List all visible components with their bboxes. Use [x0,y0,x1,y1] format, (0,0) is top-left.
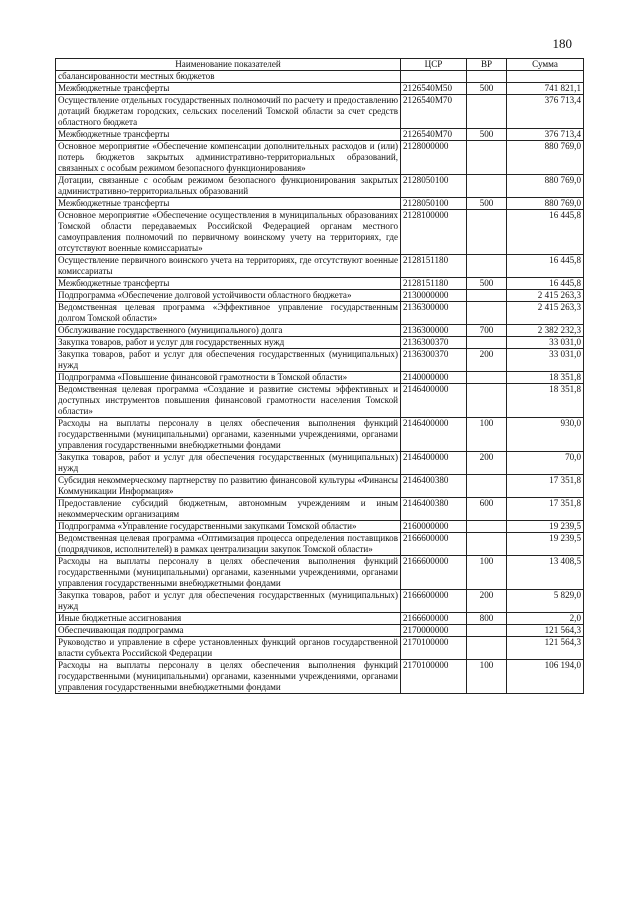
table-row [56,349,584,372]
csr-cell: 2128050100 [401,198,467,210]
vr-cell [467,290,507,302]
csr-cell: 2170100000 [401,660,467,694]
csr-cell: 2126540M70 [401,129,467,141]
table-row [56,372,584,384]
csr-cell: 2170000000 [401,625,467,637]
sum-cell: 2 415 263,3 [507,290,584,302]
sum-cell: 880 769,0 [507,198,584,210]
sum-cell: 880 769,0 [507,141,584,175]
table-row [56,452,584,475]
vr-cell [467,141,507,175]
table-row [56,198,584,210]
name-cell: Подпрограмма «Управление государственными закупками Томской области» [56,521,401,533]
csr-cell: 2166600000 [401,590,467,613]
vr-cell [467,637,507,660]
table-body [56,71,584,694]
vr-cell: 200 [467,590,507,613]
sum-cell: 33 031,0 [507,349,584,372]
name-cell: Руководство и управление в сфере установленных функций органов государственной власти субъекта Российской Федерации [56,637,401,660]
page-number: 180 [552,36,572,51]
name-cell: Субсидия некоммерческому партнерству по развитию финансовой культуры «Финансы Коммуникации Информация» [56,475,401,498]
table-row [56,175,584,198]
vr-cell [467,337,507,349]
vr-cell [467,71,507,83]
sum-cell: 18 351,8 [507,384,584,418]
sum-cell: 17 351,8 [507,475,584,498]
name-cell: Предоставление субсидий бюджетным, автономным учреждениям и иным некоммерческим организациям [56,498,401,521]
table-row [56,498,584,521]
sum-cell: 19 239,5 [507,533,584,556]
sum-cell: 70,0 [507,452,584,475]
sum-cell: 19 239,5 [507,521,584,533]
name-cell: сбалансированности местных бюджетов [56,71,401,83]
csr-cell: 2146400000 [401,452,467,475]
name-cell: Дотации, связанные с особым режимом безопасного функционирования закрытых административно-территориальных образований [56,175,401,198]
csr-cell: 2146400000 [401,418,467,452]
vr-cell: 200 [467,349,507,372]
vr-cell: 700 [467,325,507,337]
vr-cell [467,625,507,637]
vr-cell: 500 [467,83,507,95]
sum-cell: 106 194,0 [507,660,584,694]
table-row [56,71,584,83]
sum-cell: 18 351,8 [507,372,584,384]
table-row [56,556,584,590]
name-cell: Межбюджетные трансферты [56,83,401,95]
vr-cell: 100 [467,418,507,452]
sum-cell: 16 445,8 [507,255,584,278]
csr-cell: 2136300000 [401,302,467,325]
table-header-row [56,59,584,71]
sum-cell: 741 821,1 [507,83,584,95]
table-row [56,660,584,694]
name-cell: Осуществление первичного воинского учета на территориях, где отсутствуют военные комиссариаты [56,255,401,278]
vr-cell [467,255,507,278]
csr-cell: 2146400000 [401,384,467,418]
name-cell: Закупка товаров, работ и услуг для обеспечения государственных (муниципальных) нужд [56,590,401,613]
name-cell: Подпрограмма «Обеспечение долговой устойчивости областного бюджета» [56,290,401,302]
csr-cell: 2166600000 [401,556,467,590]
sum-cell: 16 445,8 [507,278,584,290]
csr-cell: 2136300370 [401,337,467,349]
sum-cell: 13 408,5 [507,556,584,590]
vr-cell: 500 [467,129,507,141]
sum-cell: 2 382 232,3 [507,325,584,337]
sum-cell: 121 564,3 [507,625,584,637]
vr-cell: 600 [467,498,507,521]
name-cell: Обеспечивающая подпрограмма [56,625,401,637]
table-row [56,210,584,255]
header-vr: ВР [467,59,507,71]
csr-cell: 2140000000 [401,372,467,384]
budget-table [55,58,584,694]
table-row [56,141,584,175]
table-row [56,95,584,129]
table-row [56,302,584,325]
sum-cell: 121 564,3 [507,637,584,660]
csr-cell: 2126540M50 [401,83,467,95]
table-row [56,255,584,278]
csr-cell: 2128050100 [401,175,467,198]
name-cell: Осуществление отдельных государственных полномочий по расчету и предоставлению дотаций бюджетам городских, сельских поселений Томской области за счет средств областного бюджета [56,95,401,129]
csr-cell: 2128100000 [401,210,467,255]
csr-cell: 2128151180 [401,278,467,290]
csr-cell: 2160000000 [401,521,467,533]
table-row [56,83,584,95]
sum-cell: 376 713,4 [507,95,584,129]
table-row [56,521,584,533]
vr-cell: 500 [467,198,507,210]
table-row [56,290,584,302]
name-cell: Ведомственная целевая программа «Создание и развитие системы эффективных и доступных инструментов повышения финансовой грамотности населения Томской области» [56,384,401,418]
name-cell: Основное мероприятие «Обеспечение осуществления в муниципальных образованиях Томской области передаваемых Российской Федерацией органам местного самоуправления полномочий по первичному воинскому учету на территориях, где отсутствуют военные комиссариаты» [56,210,401,255]
table-row [56,384,584,418]
csr-cell [401,71,467,83]
name-cell: Ведомственная целевая программа «Эффективное управление государственным долгом Томской области» [56,302,401,325]
sum-cell: 5 829,0 [507,590,584,613]
name-cell: Межбюджетные трансферты [56,129,401,141]
csr-cell: 2128000000 [401,141,467,175]
table-row [56,475,584,498]
vr-cell: 100 [467,556,507,590]
csr-cell: 2170100000 [401,637,467,660]
vr-cell: 500 [467,278,507,290]
table-row [56,625,584,637]
csr-cell: 2128151180 [401,255,467,278]
table-row [56,418,584,452]
table-row [56,325,584,337]
table-row [56,129,584,141]
name-cell: Расходы на выплаты персоналу в целях обеспечения выполнения функций государственными (муниципальными) органами, казенными учреждениями, органами управления государственными внебюджетными фондами [56,418,401,452]
sum-cell: 17 351,8 [507,498,584,521]
header-name: Наименование показателей [56,59,401,71]
sum-cell [507,71,584,83]
name-cell: Ведомственная целевая программа «Оптимизация процесса определения поставщиков (подрядчиков, исполнителей) в рамках централизации закупок Томской области» [56,533,401,556]
csr-cell: 2146400380 [401,498,467,521]
name-cell: Иные бюджетные ассигнования [56,613,401,625]
csr-cell: 2166600000 [401,613,467,625]
vr-cell [467,475,507,498]
csr-cell: 2136300370 [401,349,467,372]
sum-cell: 2 415 263,3 [507,302,584,325]
vr-cell [467,175,507,198]
header-csr: ЦСР [401,59,467,71]
vr-cell: 800 [467,613,507,625]
vr-cell [467,533,507,556]
name-cell: Подпрограмма «Повышение финансовой грамотности в Томской области» [56,372,401,384]
sum-cell: 16 445,8 [507,210,584,255]
vr-cell [467,95,507,129]
csr-cell: 2146400380 [401,475,467,498]
sum-cell: 376 713,4 [507,129,584,141]
name-cell: Обслуживание государственного (муниципального) долга [56,325,401,337]
name-cell: Расходы на выплаты персоналу в целях обеспечения выполнения функций государственными (муниципальными) органами, казенными учреждениями, органами управления государственными внебюджетными фондами [56,556,401,590]
name-cell: Закупка товаров, работ и услуг для обеспечения государственных (муниципальных) нужд [56,452,401,475]
vr-cell [467,384,507,418]
csr-cell: 2130000000 [401,290,467,302]
vr-cell [467,521,507,533]
sum-cell: 880 769,0 [507,175,584,198]
name-cell: Основное мероприятие «Обеспечение компенсации дополнительных расходов и (или) потерь бюджетов закрытых административно-территориальных образований, связанных с особым режимом безопасного функционирования» [56,141,401,175]
table-row [56,337,584,349]
csr-cell: 2166600000 [401,533,467,556]
table-row [56,637,584,660]
vr-cell [467,210,507,255]
vr-cell [467,372,507,384]
vr-cell: 100 [467,660,507,694]
name-cell: Межбюджетные трансферты [56,278,401,290]
table-row [56,613,584,625]
csr-cell: 2136300000 [401,325,467,337]
table-row [56,590,584,613]
sum-cell: 930,0 [507,418,584,452]
table-row [56,278,584,290]
vr-cell [467,302,507,325]
name-cell: Закупка товаров, работ и услуг для обеспечения государственных (муниципальных) нужд [56,349,401,372]
table-row [56,533,584,556]
name-cell: Закупка товаров, работ и услуг для государственных нужд [56,337,401,349]
name-cell: Расходы на выплаты персоналу в целях обеспечения выполнения функций государственными (муниципальными) органами, казенными учреждениями, органами управления государственными внебюджетными фондами [56,660,401,694]
csr-cell: 2126540M70 [401,95,467,129]
sum-cell: 2,0 [507,613,584,625]
vr-cell: 200 [467,452,507,475]
name-cell: Межбюджетные трансферты [56,198,401,210]
header-sum: Сумма [507,59,584,71]
sum-cell: 33 031,0 [507,337,584,349]
